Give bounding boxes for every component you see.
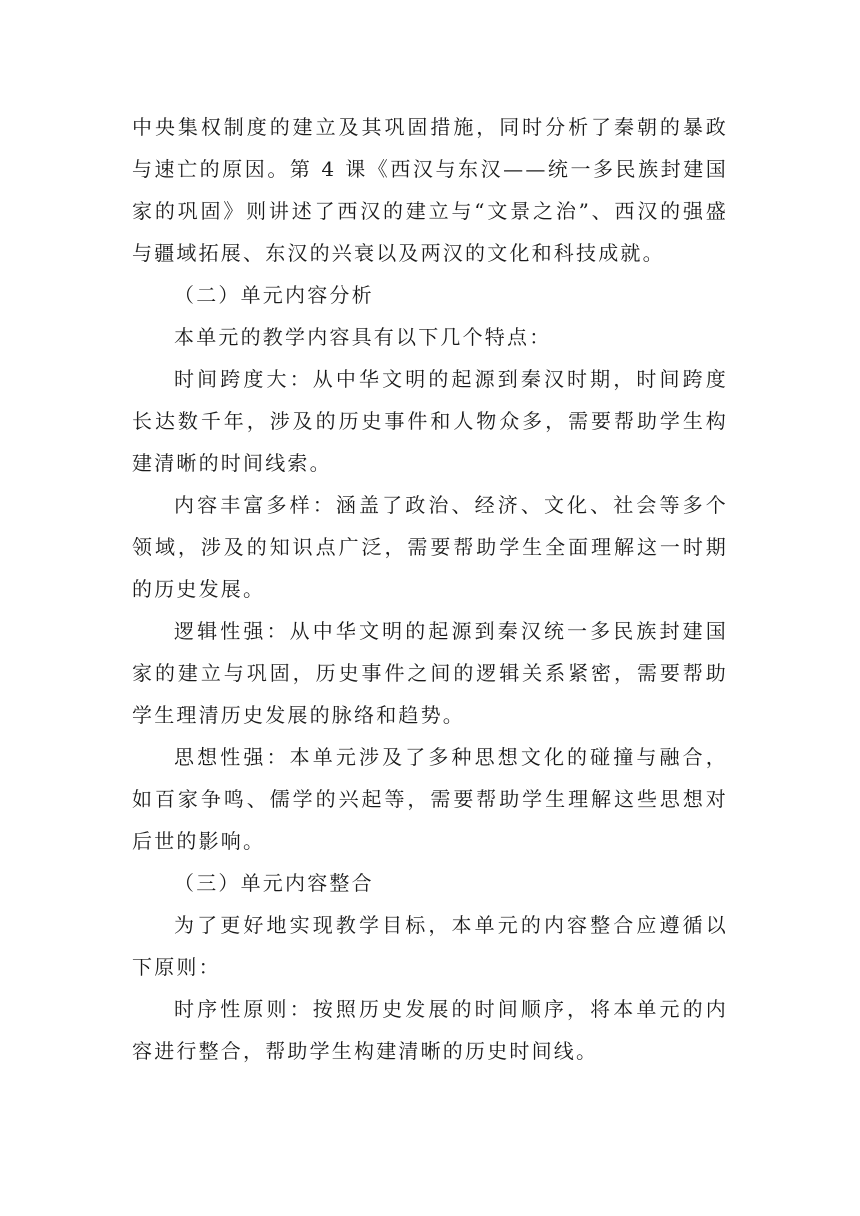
paragraph: 思想性强：本单元涉及了多种思想文化的碰撞与融合，如百家争鸣、儒学的兴起等，需要帮助学生理解这些思想对后世的影响。 — [132, 745, 728, 853]
paragraph: 时序性原则：按照历史发展的时间顺序，将本单元的内容进行整合，帮助学生构建清晰的历史时间线。 — [132, 997, 728, 1063]
paragraph: 内容丰富多样：涵盖了政治、经济、文化、社会等多个领域，涉及的知识点广泛，需要帮助学生全面理解这一时期的历史发展。 — [132, 493, 728, 601]
document-body — [132, 106, 728, 1072]
paragraph-continued: 中央集权制度的建立及其巩固措施，同时分析了秦朝的暴政与速亡的原因。第 4 课《西汉与东汉——统一多民族封建国家的巩固》则讲述了西汉的建立与“文景之治”、西汉的强盛与疆域拓展、东汉的兴衰以及两汉的文化和科技成就。 — [132, 115, 728, 265]
section-heading-unit-integration: （三）单元内容整合 — [174, 871, 374, 895]
paragraph: 本单元的教学内容具有以下几个特点： — [174, 325, 552, 349]
paragraph: 时间跨度大：从中华文明的起源到秦汉时期，时间跨度长达数千年，涉及的历史事件和人物众多，需要帮助学生构建清晰的时间线索。 — [132, 367, 728, 475]
paragraph: 逻辑性强：从中华文明的起源到秦汉统一多民族封建国家的建立与巩固，历史事件之间的逻辑关系紧密，需要帮助学生理清历史发展的脉络和趋势。 — [132, 619, 728, 727]
section-heading-unit-analysis: （二）单元内容分析 — [174, 283, 374, 307]
paragraph: 为了更好地实现教学目标，本单元的内容整合应遵循以下原则： — [132, 913, 728, 979]
